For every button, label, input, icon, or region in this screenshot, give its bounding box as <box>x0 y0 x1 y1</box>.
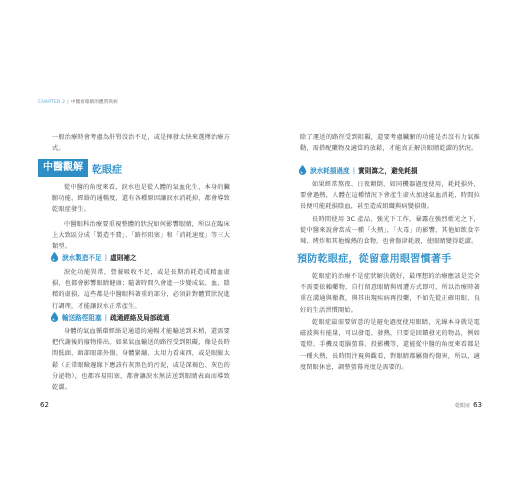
section-title: 乾眼症 <box>92 164 122 176</box>
paragraph-3 <box>52 267 230 312</box>
running-head-title: 中醫看眼睛的體質疾病 <box>70 100 118 105</box>
subheading-3 <box>297 164 418 175</box>
paragraph-text: 淚化功能異常，營養吸收不足，或是長期消耗造成精血虛損，也都會影響眼睛健康；隨著時間久會進一步變成氣、血、陰精的虛損，這些都是中醫眼科著重的部分，必須針對體質狀況進行調理，才能讓淚水正常產生。 <box>52 269 230 310</box>
paragraph-text: 中醫眼科治療要重視整體的狀況如何影響眼睛，所以在臨床上大致區分成「製造不費」、「路徑阻塞」和「消耗速度」等三大類型。 <box>52 221 230 251</box>
paragraph-6 <box>300 214 480 248</box>
water-drop-icon <box>297 164 308 175</box>
subheading-label: 輸送路徑阻塞 <box>62 313 102 322</box>
subheading-separator: ｜ <box>350 166 358 175</box>
paragraph-text: 如果經常熬夜、日夜顛倒，如同機器過度使用，耗耗損外，要會過熱，人體在這種情況下會產生虛火加速氣血消耗，時間拉長便可能耗損陰血，甚至造成組織與病變損傷。 <box>300 181 480 211</box>
intro-paragraph <box>52 132 230 154</box>
subheading-remedy: 疏通經絡及局部疏通 <box>110 313 170 322</box>
running-head-separator: | <box>67 100 69 105</box>
subheading-2 <box>49 311 170 322</box>
subheading-remedy: 虛則補之 <box>110 253 137 262</box>
section-badge: 中醫觀解 <box>38 159 88 177</box>
page-number-left <box>40 401 49 409</box>
subheading-separator: ｜ <box>102 313 110 322</box>
paragraph-4 <box>52 326 230 393</box>
paragraph-7 <box>300 271 480 316</box>
running-head-chapter: CHAPTER 2 <box>38 100 66 105</box>
paragraph-5 <box>300 179 480 213</box>
intro-paragraph <box>300 132 480 154</box>
paragraph-text: 乾眼症最需要留意的是避免過度使用眼睛，光線本身就是電磁波與有能量，可以發電、發熱，只要是回饋發光的物品，例如電燈、手機及電腦螢幕、投影機等，還能從中醫的角度來看都是一種火熱，長時間注視與觀看，對眼睛都屬傷灼傷害，所以，適度閉眼休息，調整螢幕亮度是需要的。 <box>300 319 480 371</box>
paragraph-8 <box>300 317 480 373</box>
section-heading <box>38 159 122 177</box>
section-heading: 預防乾眼症，從留意用眼習慣著手 <box>297 254 452 265</box>
paragraph-text: 除了運送的路徑受到阻礙，還要考慮臟腑的功能是否沒有力氣推動，需搭配藥物及適當的放鬆，才能真正解決眼睛乾澀的狀況。 <box>300 134 480 153</box>
subheading-1 <box>49 251 137 262</box>
subheading-label: 淚水製造不足 <box>62 253 102 262</box>
water-drop-icon <box>49 251 60 262</box>
page-number-right <box>455 401 482 409</box>
running-head <box>38 99 118 105</box>
subheading-remedy: 實則瀉之，避免耗損 <box>358 166 418 175</box>
running-foot-title: 乾眼症 <box>455 403 471 409</box>
paragraph-text: 身體的氣血循環經絡是通道的通暢才能輸送到末梢，還需要把代謝後的廢物排出。如果氣血輸送的路徑受到阻礙，像是長時間低頭、頭部眼部外傷、身體緊繃、太用力看東西，或是眼臉太鬆（正常眼瞼邊緣下應該有灰黑色的污泥，或是深褐色、灰色的分泌物），也都容易阻塞，都會讓淚水無法送到眼睛表面而導致乾澀。 <box>52 328 230 392</box>
paragraph-text: 從中醫的角度來看，淚水也是從人體的氣血化生，本身的臟腑功能、經絡的通暢度，還有各種原因讓淚水消耗掉，都會導致乾眼症發生。 <box>52 184 230 214</box>
paragraph-text: 一般治療時會考慮為肝腎沒治不足，或是揮發太快來選擇治療方式。 <box>52 134 230 153</box>
right-page <box>260 0 520 500</box>
paragraph-text: 長時間使用 3C 產品、強光下工作，暴露在強烈藍光之下，從中醫來說會當成一種「火熱」，「火毒」的影響，其他如飲食辛辣、烤炸和其他燥熱的食物，也會傷津耗液，使眼睛變得乾澀。 <box>300 216 480 246</box>
paragraph-1 <box>52 182 230 216</box>
paragraph-2 <box>52 219 230 253</box>
paragraph-text: 乾眼症的治療不是症狀解決就好，最理想的治療應該是完全不需要依賴藥物，自行留意眼睛與周遭方式即可，所以治療時著重在溝通與衛教，與其出現疾病再投藥，不如先從正確用眼、良好的生活習慣開始。 <box>300 273 480 314</box>
subheading-label: 淚水耗損過度 <box>310 166 350 175</box>
page-number: 63 <box>473 401 482 409</box>
water-drop-icon <box>49 311 60 322</box>
page-number: 62 <box>40 401 49 409</box>
subheading-separator: ｜ <box>102 253 110 262</box>
